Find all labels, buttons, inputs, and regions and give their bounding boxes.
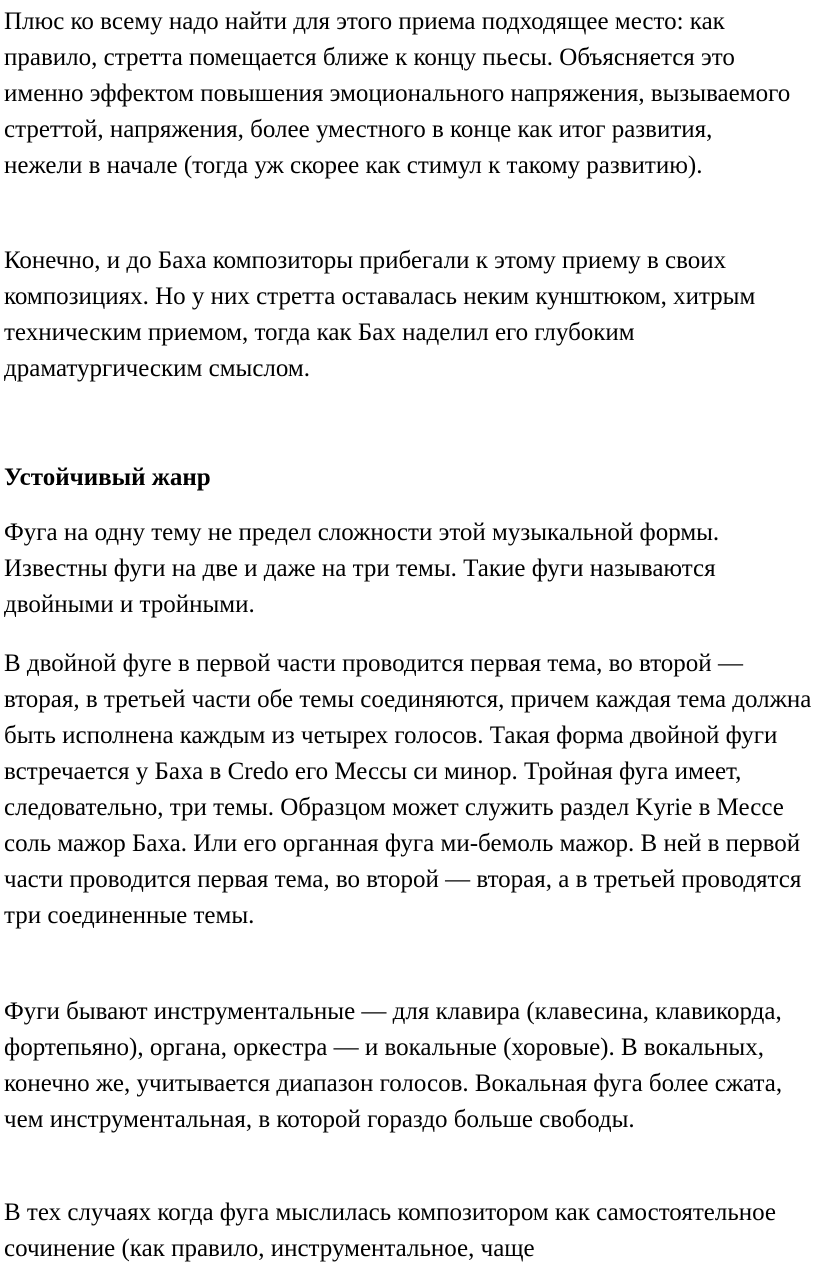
- paragraph-fugue-types: Фуги бывают инструментальные — для клавира (клавесина, клавикорда, фортепьяно), органа, оркестра — и вокальные (хоровые). В вокальных, конечно же, учитывается диапазон голосов. Вокальная фуга более сжата, чем инструментальная, в которой гораздо больше свободы.: [4, 998, 783, 1133]
- section-heading: Устойчивый жанр: [4, 464, 211, 491]
- paragraph-independent-fugue: В тех случаях когда фуга мыслилась композитором как самостоятельное сочинение (как правило, инструментальное, чаще: [4, 1199, 777, 1262]
- paragraph-bach-stretta: Конечно, и до Баха композиторы прибегали к этому приему в своих композициях. Но у них стретта оставалась неким кунштюком, хитрым техническим приемом, тогда как Бах наделил его глубоким драматургическим смыслом.: [4, 247, 756, 382]
- paragraph-fugue-themes: Фуга на одну тему не предел сложности этой музыкальной формы. Известны фуги на две и даже на три темы. Такие фуги называются двойными и тройными.: [4, 519, 720, 618]
- paragraph-double-fugue: В двойной фуге в первой части проводится первая тема, во второй — вторая, в третьей части обе темы соединяются, причем каждая тема должна быть исполнена каждым из четырех голосов. Такая форма двойной фуги встречается у Баха в Credo его Мессы си минор. Тройная фуга имеет, следовательно, три темы. Образцом может служить раздел Kyrie в Мессе соль мажор Баха. Или его органная фуга ми-бемоль мажор. В ней в первой части проводится первая тема, во второй — вторая, а в третьей проводятся три соединенные темы.: [4, 650, 812, 929]
- paragraph-stretta-placement: Плюс ко всему надо найти для этого приема подходящее место: как правило, стретта помещается ближе к концу пьесы. Объясняется это именно эффектом повышения эмоционального напряжения, вызываемого стреттой, напряжения, более уместного в конце как итог развития, нежели в начале (тогда уж скорее как стимул к такому развитию).: [4, 8, 791, 179]
